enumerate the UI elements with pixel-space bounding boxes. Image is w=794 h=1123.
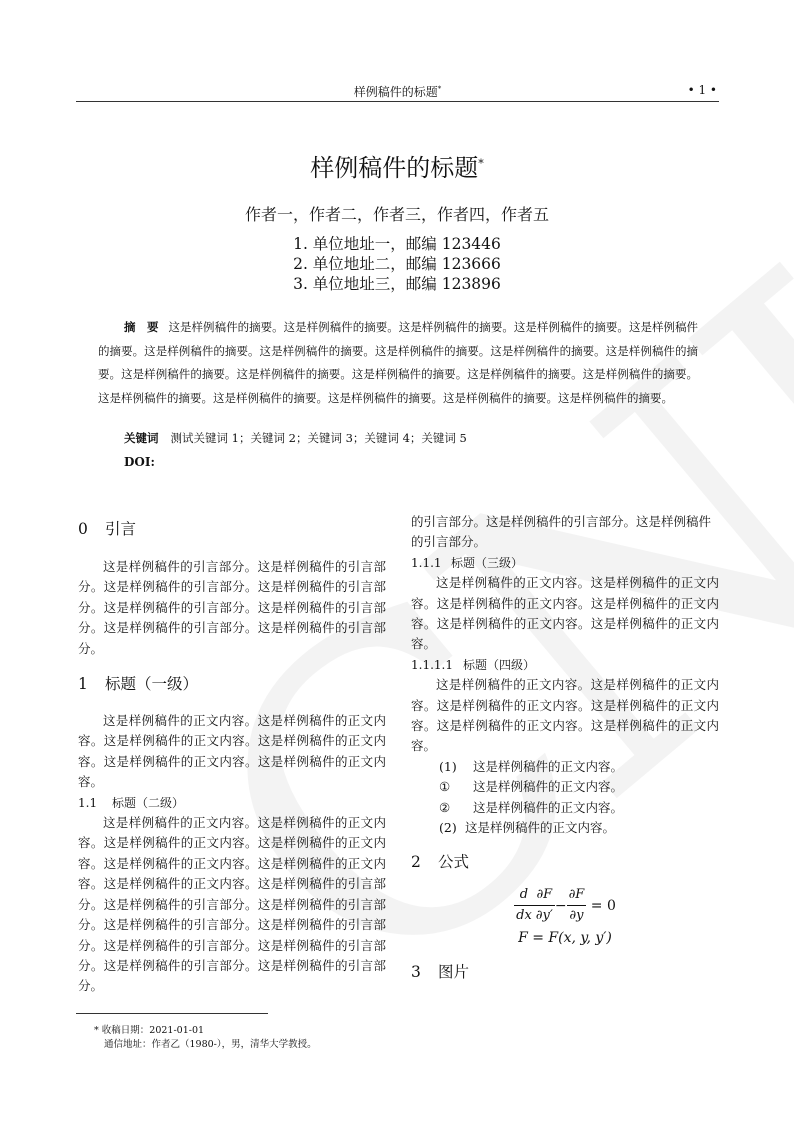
page-number: • 1 • (687, 83, 717, 97)
section-text: 这是样例稿件的正文内容。这是样例稿件的正文内容。这是样例稿件的正文内容。这是样例稿件的正文内容。这是样例稿件的正文内容。这是样例稿件的正文内容。 (411, 677, 719, 754)
section-heading: 1 标题（一级） (78, 675, 199, 694)
subsection-heading: 1.1 标题（二级） (78, 795, 185, 810)
section-text: 这是样例稿件的正文内容。这是样例稿件的正文内容。这是样例稿件的正文内容。这是样例稿件的正文内容。这是样例稿件的正文内容。这是样例稿件的正文内容。 (78, 713, 386, 790)
running-title: 样例稿件的标题* (353, 85, 442, 99)
list-item: (1) 这是样例稿件的正文内容。 (439, 758, 624, 774)
doi-label: DOI: (124, 455, 155, 469)
paragraph-heading: 1.1.1.1 标题（四级） (411, 657, 536, 672)
footnote-contact: 通信地址：作者乙（1980-），男，清华大学教授。 (104, 1039, 317, 1050)
section-text: 这是样例稿件的引言部分。这是样例稿件的引言部分。这是样例稿件的引言部分。这是样例稿件的引言部分。这是样例稿件的引言部分。这是样例稿件的引言部分。这是样例稿件的引言部分。这是样例稿件的引言部分。 (78, 559, 386, 656)
equation-1: $\frac{d}{dx}$ $\frac{\partial F}{\partial y'}$ − $\frac{\partial F}{\partial y}$ = 0 (516, 886, 616, 923)
keywords-label: 关键词 (124, 431, 159, 445)
abstract-label: 摘 要 (124, 320, 159, 334)
abstract (98, 316, 698, 410)
footnote-received: * 收稿日期：2021-01-01 (94, 1025, 205, 1036)
list-item: ② 这是样例稿件的正文内容。 (439, 799, 624, 815)
list-item: (2) 这是样例稿件的正文内容。 (439, 820, 616, 836)
affiliation-3: 3. 单位地址三，邮编 123896 (293, 275, 501, 293)
page-header (76, 83, 719, 102)
equation-2: F = F(x, y, y′) (518, 930, 612, 947)
affiliation-1: 1. 单位地址一，邮编 123446 (293, 235, 501, 253)
affiliation-2: 2. 单位地址二，邮编 123666 (293, 255, 501, 273)
section-heading: 2 公式 (411, 852, 470, 871)
author-list: 作者一，作者二，作者三，作者四，作者五 (244, 205, 549, 224)
list-item: ① 这是样例稿件的正文内容。 (439, 779, 624, 795)
section-text-continued: 的引言部分。这是样例稿件的引言部分。这是样例稿件的引言部分。 (411, 514, 712, 550)
right-column (411, 512, 719, 983)
footnote-divider (76, 1013, 268, 1014)
section-text: 这是样例稿件的正文内容。这是样例稿件的正文内容。这是样例稿件的正文内容。这是样例稿件的正文内容。这是样例稿件的正文内容。这是样例稿件的正文内容。这是样例稿件的正文内容。这是样例稿件的引言部分。这是样例稿件的引言部分。这是样例稿件的引言部分。这是样例稿件的引言部分。这是样例稿件的引言部分。这是样例稿件的引言部分。这是样例稿件的引言部分。这是样例稿件的引言部分。这是样例稿件的引言部分。 (78, 815, 386, 994)
section-heading: 0 引言 (78, 520, 137, 538)
abstract-text: 这是样例稿件的摘要。这是样例稿件的摘要。这是样例稿件的摘要。这是样例稿件的摘要。这是样例稿件的摘要。这是样例稿件的摘要。这是样例稿件的摘要。这是样例稿件的摘要。这是样例稿件的摘要。这是样例稿件的摘要。这是样例稿件的摘要。这是样例稿件的摘要。这是样例稿件的摘要。这是样例稿件的摘要。这是样例稿件的摘要。这是样例稿件的摘要。这是样例稿件的摘要。这是样例稿件的摘要。这是样例稿件的摘要。这是样例稿件的摘要。 (98, 320, 698, 405)
keywords (124, 430, 467, 446)
section-text: 这是样例稿件的正文内容。这是样例稿件的正文内容。这是样例稿件的正文内容。这是样例稿件的正文内容。这是样例稿件的正文内容。这是样例稿件的正文内容。 (411, 575, 719, 652)
section-heading: 3 图片 (411, 962, 470, 981)
subsubsection-heading: 1.1.1 标题（三级） (411, 555, 524, 570)
paper-title: 样例稿件的标题* (310, 154, 484, 182)
keywords-text: 测试关键词 1；关键词 2；关键词 3；关键词 4；关键词 5 (170, 431, 467, 445)
left-column (78, 518, 386, 997)
